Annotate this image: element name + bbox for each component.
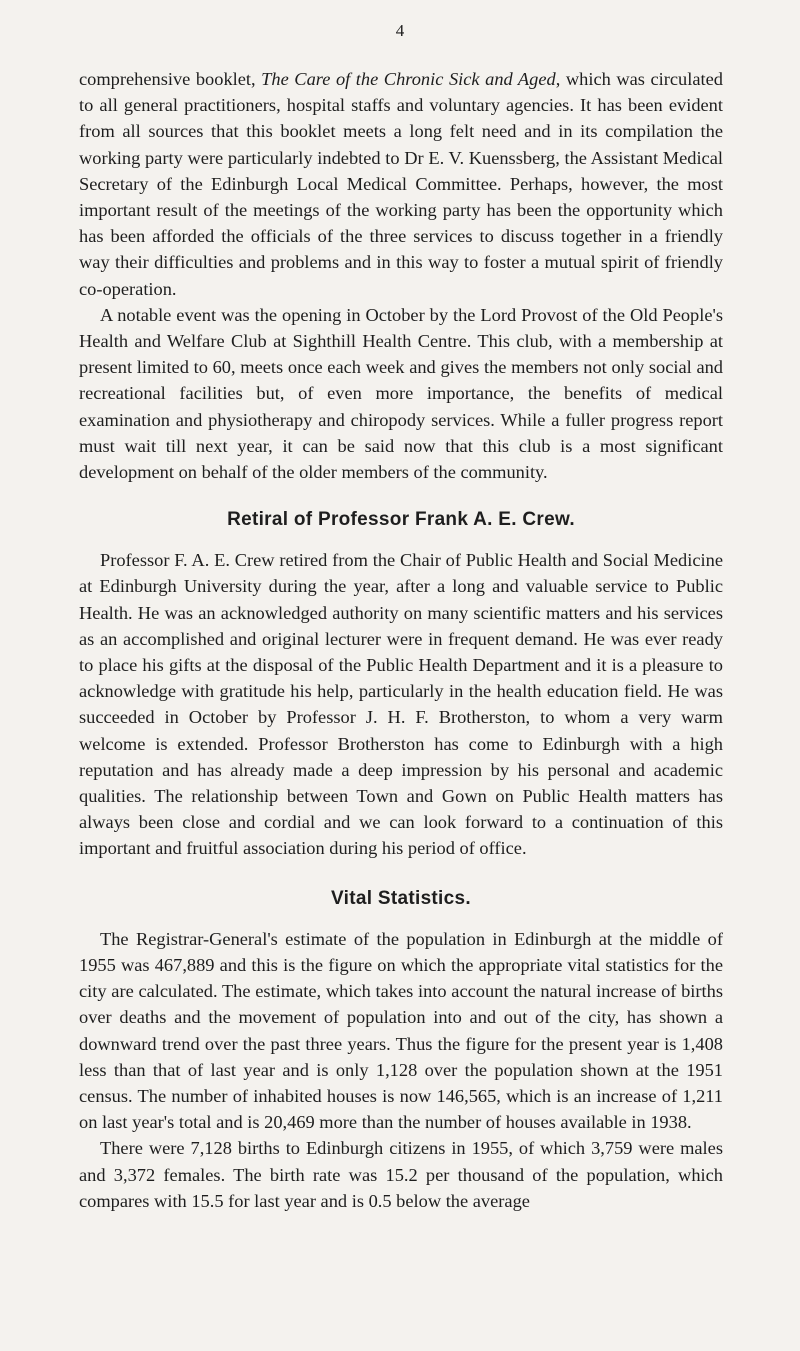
paragraph-retiral: Professor F. A. E. Crew retired from the Chair of Public Health and Social Medicine at Edinburgh University during the year, after a long and valuable service to Public Health. He was an acknowledged authority on many scientific matters and his services as an accomplished and original lecturer were in frequent demand. He was ever ready to place his gifts at the disposal of the Public Health Department and it is a pleasure to acknowledge with gratitude his help, particularly in the health education field. He was succeeded in October by Professor J. H. F. Brotherston, to whom a very warm welcome is extended. Professor Brotherston has come to Edinburgh with a high reputation and has already made a deep impression by his personal and academic qualities. The relationship between Town and Gown on Public Health matters has always been close and cordial and we can look forward to a continuation of this important and fruitful association during his period of office. [79,550,723,859]
paragraph-booklet-rest: , which was circulated to all general practitioners, hospital staffs and voluntary agencies. It has been evident from all sources that this booklet meets a long felt need and in its compilation the working party were particularly indebted to Dr E. V. Kuenssberg, the Assistant Medical Secretary of the Edinburgh Local Medical Committee. Perhaps, however, the most important result of the meetings of the working party has been the opportunity which has been afforded the officials of the three services to discuss together in a friendly way their difficulties and problems and in this way to foster a mutual spirit of friendly co-operation. [79,69,723,299]
paragraph-births: There were 7,128 births to Edinburgh citizens in 1955, of which 3,759 were males and 3,372 females. The birth rate was 15.2 per thousand of the population, which compares with 15.5 for last year and is 0.5 below the average [79,1138,723,1211]
page-body [79,66,723,1214]
section-heading-retiral: Retiral of Professor Frank A. E. Crew. [227,509,575,531]
booklet-title: The Care of the Chronic Sick and Aged [261,69,556,89]
paragraph-old-peoples-club: A notable event was the opening in October by the Lord Provost of the Old People's Health and Welfare Club at Sighthill Health Centre. This club, with a membership at present limited to 60, meets once each week and gives the members not only social and recreational facilities but, of even more importance, the benefits of medical examination and physiotherapy and chiropody services. While a fuller progress report must wait till next year, it can be said now that this club is a most significant development on behalf of the older members of the community. [79,304,723,483]
paragraph-population: The Registrar-General's estimate of the population in Edinburgh at the middle of 1955 was 467,889 and this is the figure on which the appropriate vital statistics for the city are calculated. The estimate, which takes into account the natural increase of births over deaths and the movement of population into and out of the city, has shown a downward trend over the past three years. Thus the figure for the present year is 1,408 less than that of last year and is only 1,128 over the population shown at the 1951 census. The number of inhabited houses is now 146,565, which is an increase of 1,211 on last year's total and is 20,469 more than the number of houses available in 1938. [79,928,723,1133]
section-heading-vital-statistics: Vital Statistics. [331,887,471,909]
paragraph-booklet [79,66,723,302]
page-number: 4 [395,21,405,40]
paragraph-booklet-start: comprehensive booklet, [79,69,262,89]
